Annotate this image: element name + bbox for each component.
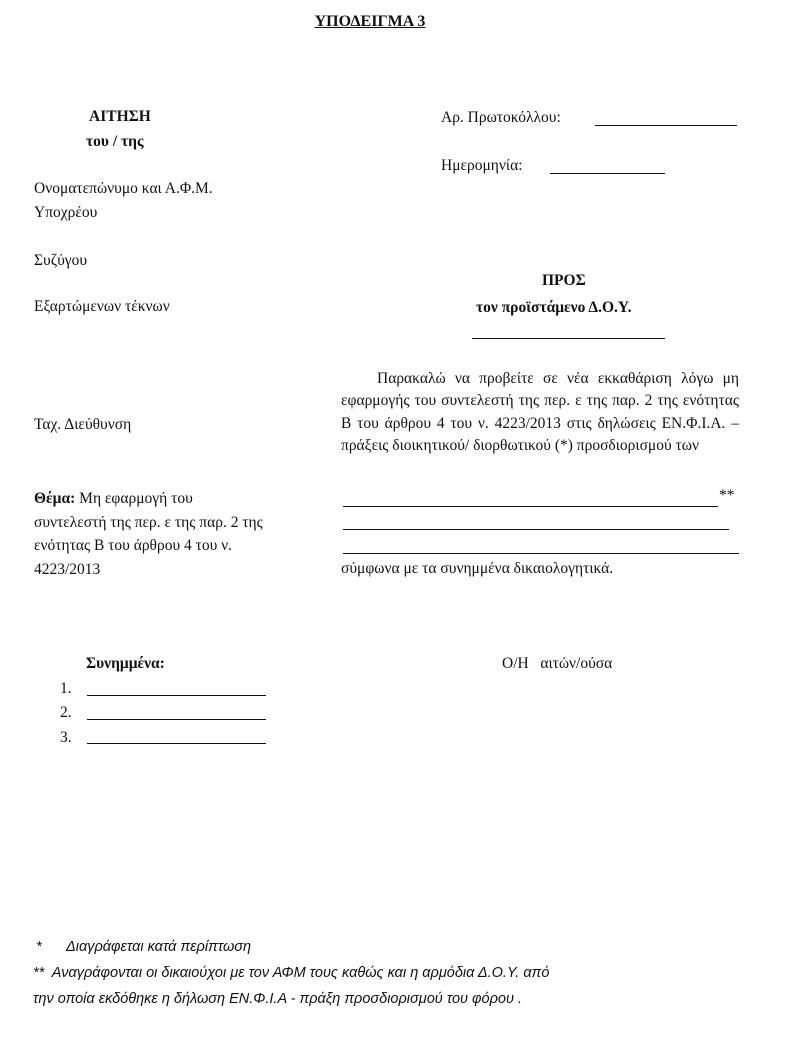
attachment-number-2: 2.: [60, 704, 72, 721]
application-subheading: του / της: [86, 133, 144, 150]
attachment-field-2[interactable]: [87, 719, 266, 720]
beneficiaries-line-1[interactable]: [343, 506, 718, 507]
attachment-field-3[interactable]: [87, 743, 266, 744]
footnote-1-marker: *: [36, 939, 42, 955]
children-label: Εξαρτώμενων τέκνων: [34, 298, 170, 315]
signature-label: Ο/Η αιτών/ούσα: [502, 655, 613, 672]
subject-label: Θέμα:: [34, 490, 76, 507]
beneficiaries-footnote-marker: **: [719, 487, 735, 504]
protocol-number-label: Αρ. Πρωτοκόλλου:: [441, 109, 561, 126]
request-closing: σύμφωνα με τα συνημμένα δικαιολογητικά.: [341, 560, 614, 577]
attachment-field-1[interactable]: [87, 695, 266, 696]
request-body: Παρακαλώ να προβείτε σε νέα εκκαθάριση λόγω μη εφαρμογής του συντελεστή της περ. ε της παρ. 2 της ενότητας Β του άρθρου 4 του ν. 4223/2013 στις δηλώσεις ΕΝ.Φ.Ι.Α. – πράξεις διοικητικού/ διορθωτικού (*) προσδιορισμού των: [341, 370, 739, 454]
application-heading: ΑΙΤΗΣΗ: [89, 108, 151, 125]
recipient-to: ΠΡΟΣ: [542, 272, 586, 289]
subject-text: Μη εφαρμογή του συντελεστή της περ. ε της παρ. 2 της ενότητας Β του άρθρου 4 του ν. 4223/2013: [34, 490, 263, 578]
footnote-2-line-1: ** Αναγράφονται οι δικαιούχοι με τον ΑΦΜ τους καθώς και η αρμόδια Δ.Ο.Υ. από: [33, 965, 550, 981]
address-label: Ταχ. Διεύθυνση: [34, 416, 132, 433]
date-field[interactable]: [550, 173, 665, 174]
taxpayer-label: Ονοματεπώνυμο και Α.Φ.Μ.: [34, 180, 213, 197]
protocol-number-field[interactable]: [595, 125, 737, 126]
attachment-number-3: 3.: [60, 729, 72, 746]
beneficiaries-line-3[interactable]: [343, 553, 739, 554]
taxpayer-label-line2: Υποχρέου: [34, 204, 98, 221]
attachments-heading: Συνημμένα:: [86, 655, 165, 672]
spouse-label: Συζύγου: [34, 252, 88, 269]
tax-office-field[interactable]: [472, 338, 665, 339]
recipient-addressee: τον προϊστάμενο Δ.Ο.Υ.: [476, 299, 632, 316]
subject-block: [34, 487, 264, 581]
attachment-number-1: 1.: [60, 680, 72, 697]
beneficiaries-line-2[interactable]: [343, 529, 729, 530]
footnote-2-line-2: την οποία εκδόθηκε η δήλωση ΕΝ.Φ.Ι.Α - πράξη προσδιορισμού του φόρου .: [33, 991, 522, 1007]
date-label: Ημερομηνία:: [441, 157, 523, 174]
document-title: ΥΠΟΔΕΙΓΜΑ 3: [314, 13, 426, 30]
footnote-1-text: Διαγράφεται κατά περίπτωση: [66, 939, 252, 955]
